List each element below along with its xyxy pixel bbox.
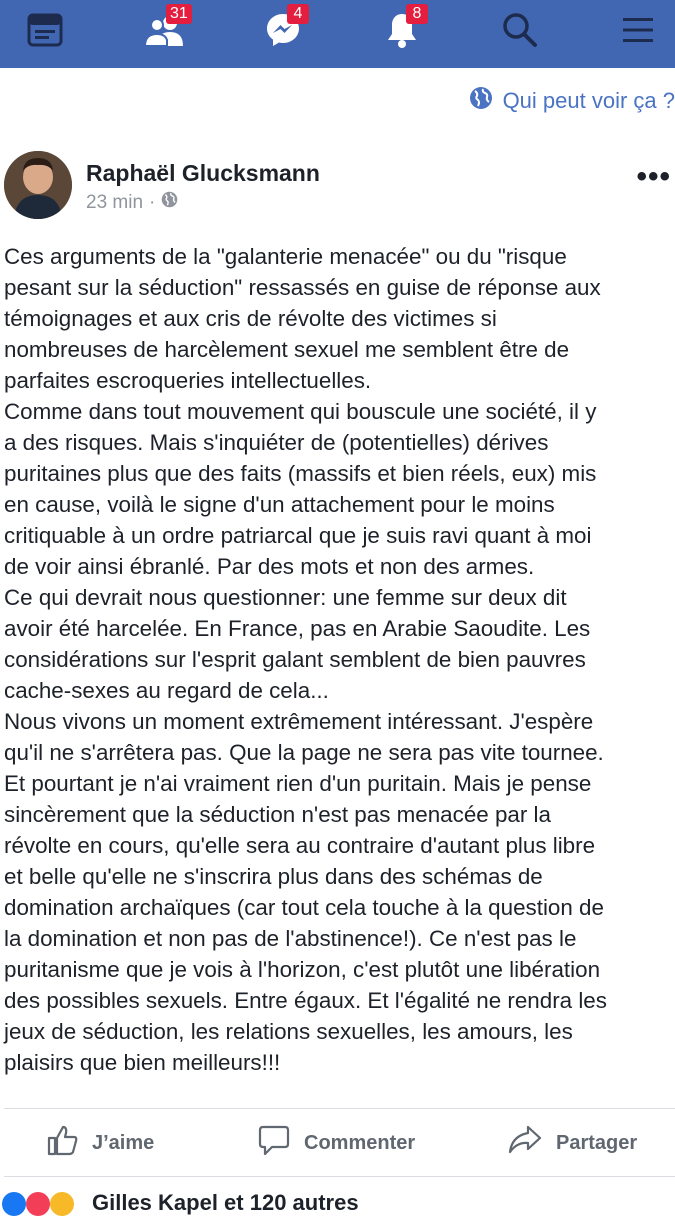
avatar[interactable]	[4, 151, 72, 219]
nav-menu[interactable]	[610, 8, 666, 56]
thumbs-up-icon	[46, 1124, 92, 1162]
privacy-globe-icon	[161, 191, 178, 214]
post-body	[4, 241, 672, 1078]
post-text-line: sincèrement que la séduction n'est pas menacée par la	[4, 802, 551, 827]
hamburger-menu-icon	[622, 16, 654, 49]
post-text-line: Nous vivons un moment extrêmement intéressant. J'espère	[4, 709, 594, 734]
share-arrow-icon	[508, 1124, 556, 1162]
comment-bubble-icon	[258, 1124, 304, 1162]
post-time[interactable]: 23 min	[86, 191, 144, 213]
post-text-line: Ces arguments de la "galanterie menacée" ou du "risque	[4, 244, 567, 269]
share-label: Partager	[556, 1131, 638, 1154]
post-text-line: Et pourtant je n'ai vraiment rien d'un puritain. Mais je pense	[4, 771, 592, 796]
nav-notifications[interactable]	[374, 5, 430, 56]
post-text-line: avoir été harcelée. En France, pas en Arabie Saoudite. Les	[4, 616, 591, 641]
nav-friend-requests[interactable]	[136, 5, 192, 56]
divider-top	[4, 1108, 675, 1109]
post-author[interactable]: Raphaël Glucksmann	[86, 160, 320, 186]
like-reaction-icon	[2, 1192, 26, 1216]
divider-bottom	[4, 1176, 675, 1177]
post-meta	[86, 191, 178, 214]
friend-requests-badge: 31	[166, 4, 192, 24]
comment-button[interactable]	[258, 1124, 415, 1162]
post-text-line: qu'il ne s'arrêtera pas. Que la page ne sera pas vite tournee.	[4, 740, 604, 765]
share-button[interactable]	[508, 1124, 637, 1162]
post-text-line: pesant sur la séduction" ressassés en guise de réponse aux	[4, 275, 601, 300]
post-text-line: critiquable à un ordre patriarcal que je suis ravi quant à moi	[4, 523, 592, 548]
like-label: J’aime	[92, 1131, 155, 1154]
post-text-line: jeux de séduction, les relations sexuelles, les amours, les	[4, 1019, 573, 1044]
post-text-line: cache-sexes au regard de cela...	[4, 678, 329, 703]
post-text-line: nombreuses de harcèlement sexuel me semblent être de	[4, 337, 570, 362]
reactions-summary[interactable]: Gilles Kapel et 120 autres	[92, 1190, 359, 1215]
audience-selector[interactable]	[469, 86, 675, 116]
haha-reaction-icon	[50, 1192, 74, 1216]
nav-search[interactable]	[492, 8, 548, 56]
notifications-badge: 8	[406, 4, 428, 24]
love-reaction-icon	[26, 1192, 50, 1216]
post-text-line: la domination et non pas de l'abstinence!). Ce n'est pas le	[4, 926, 577, 951]
post-text-line: de voir ainsi ébranlé. Par des mots et non des armes.	[4, 554, 535, 579]
post-text-line: Comme dans tout mouvement qui bouscule une société, il y	[4, 399, 597, 424]
nav-messenger[interactable]	[255, 5, 311, 56]
post-text-line: et belle qu'elle ne s'inscrira plus dans des schémas de	[4, 864, 543, 889]
post-text-line: plaisirs que bien meilleurs!!!	[4, 1050, 281, 1075]
post-text-line: révolte en cours, qu'elle sera au contraire d'autant plus libre	[4, 833, 596, 858]
post-text-line: considérations sur l'esprit galant semblent de bien pauvres	[4, 647, 586, 672]
messenger-badge: 4	[287, 4, 309, 24]
more-options-icon[interactable]: •••	[636, 160, 671, 193]
post-text-line: Ce qui devrait nous questionner: une femme sur deux dit	[4, 585, 567, 610]
post-text-line: en cause, voilà le signe d'un attachement pour le moins	[4, 492, 555, 517]
post-text-line: des possibles sexuels. Entre égaux. Et l'égalité ne rendra les	[4, 988, 607, 1013]
post-text-line: domination archaïques (car tout cela touche à la question de	[4, 895, 604, 920]
top-navbar	[0, 0, 675, 68]
like-button[interactable]	[46, 1124, 154, 1162]
comment-label: Commenter	[304, 1131, 416, 1154]
news-feed-icon	[27, 13, 63, 52]
search-icon	[502, 12, 538, 53]
post-text-line: puritanisme que je vois à l'horizon, c'est plutôt une libération	[4, 957, 601, 982]
globe-icon	[469, 86, 503, 116]
post-text-line: puritaines plus que des faits (massifs et bien réels, eux) mis	[4, 461, 597, 486]
post-text-line: témoignages et aux cris de révolte des victimes si	[4, 306, 497, 331]
post-text-line: a des risques. Mais s'inquiéter de (potentielles) dérives	[4, 430, 549, 455]
nav-news-feed[interactable]	[17, 8, 73, 56]
audience-label: Qui peut voir ça ?	[502, 88, 675, 113]
post-text-line: parfaites escroqueries intellectuelles.	[4, 368, 372, 393]
meta-separator: ·	[149, 191, 156, 213]
